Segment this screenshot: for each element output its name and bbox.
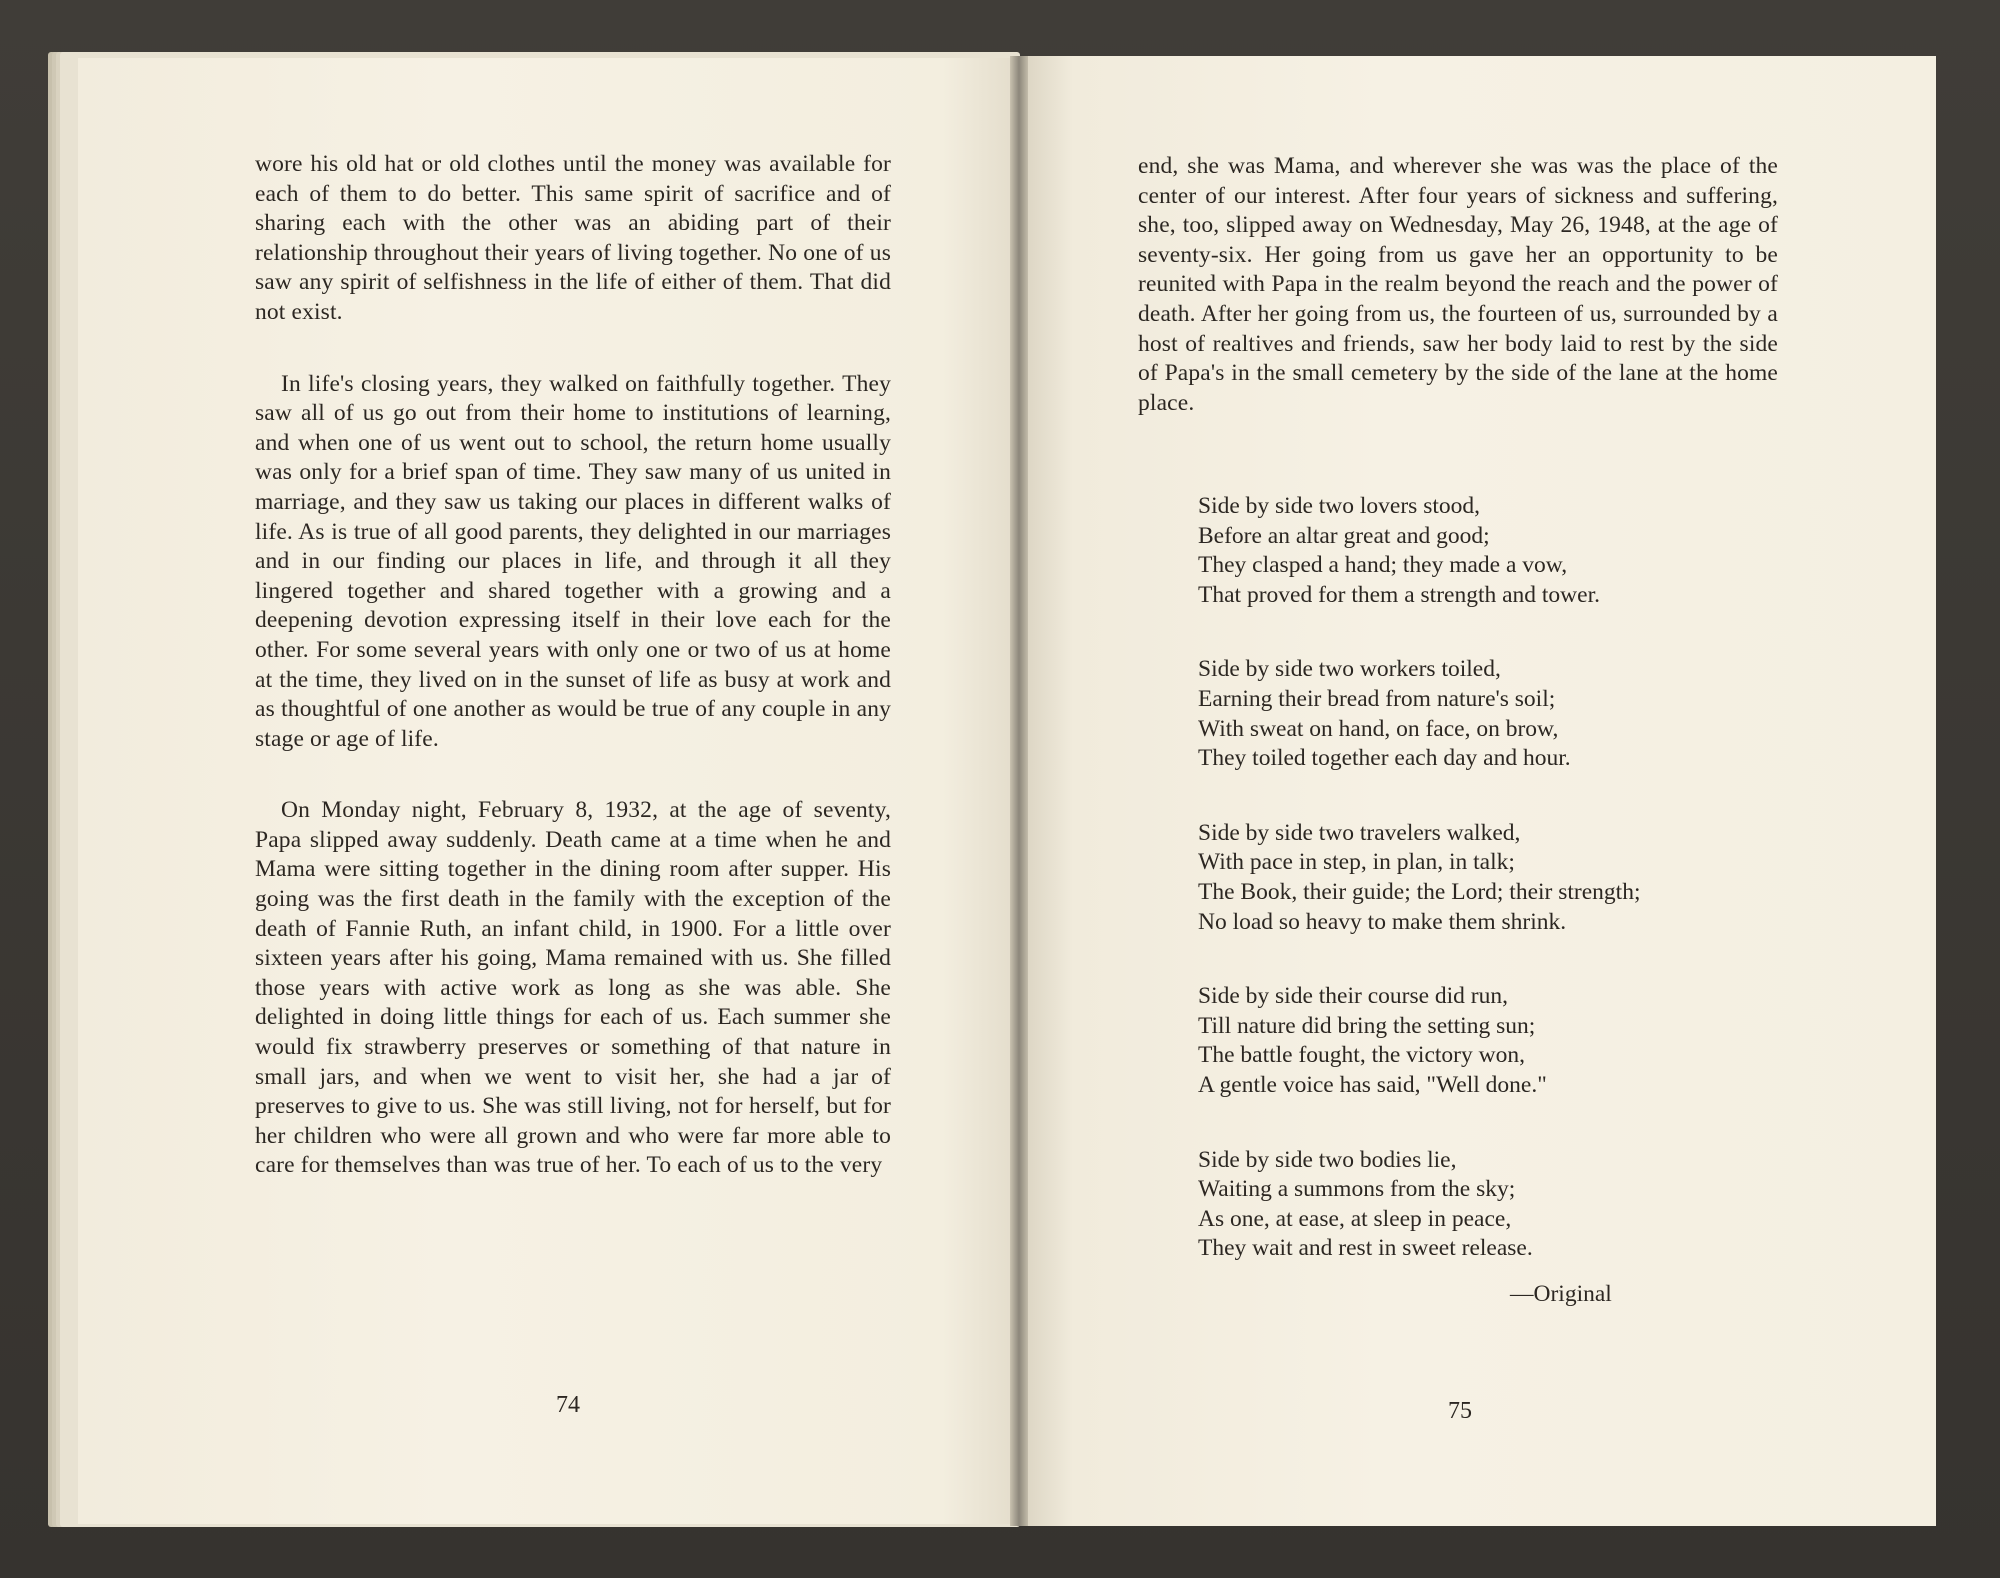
poem-line: Before an altar great and good;: [1198, 522, 1490, 549]
left-paragraph-1: wore his old hat or old clothes until the money was available for each of them to do better. This same spirit of sacrifice and of sharing each with the other was an abiding part of their relationship throughout their years of living together. No one of us saw any spirit of selfishness in the life of either of them. That did not exist.: [255, 151, 891, 325]
poem-stanza-3: [1198, 819, 1758, 937]
poem-line: Side by side two workers toiled,: [1198, 656, 1501, 683]
right-page-text: [1138, 152, 1778, 418]
poem-line: Side by side two lovers stood,: [1198, 493, 1480, 519]
poem-line: No load so heavy to make them shrink.: [1198, 908, 1567, 935]
left-paragraph-3: On Monday night, February 8, 1932, at the age of seventy, Papa slipped away suddenly. Death came at a time when he and Mama were sitting together in the dining room after supper. His going was the first death in the family with the exception of the death of Fannie Ruth, an infant child, in 1900. For a little over sixteen years after his going, Mama remained with us. She filled those years with active work as long as she was able. She delighted in doing little things for each of us. Each summer she would fix strawberry preserves or something of that nature in small jars, and when we went to visit her, she had a jar of preserves to give to us. She was still living, not for herself, but for her children who were all grown and who were far more able to care for themselves than was true of her. To each of us to the very: [255, 797, 891, 1179]
left-paragraph-2: In life's closing years, they walked on faithfully together. They saw all of us go out from their home to institutions of learning, and when one of us went out to school, the return home usually was only for a brief span of time. They saw many of us united in marriage, and they saw us taking our places in different walks of life. As is true of all good parents, they delighted in our marriages and in our finding our places in life, and through it all they lingered together and shared together with a growing and a deepening devotion expressing itself in their love each for the other. For some several years with only one or two of us at home at the time, they lived on in the sunset of life as busy at work and as thoughtful of one another as would be true of any couple in any stage or age of life.: [255, 370, 891, 752]
poem-line: They wait and rest in sweet release.: [1198, 1235, 1533, 1262]
poem-line: Waiting a summons from the sky;: [1198, 1176, 1516, 1203]
poem-line: That proved for them a strength and tower.: [1198, 581, 1600, 608]
poem-line: Side by side two travelers walked,: [1198, 819, 1521, 846]
poem-line: They toiled together each day and hour.: [1198, 745, 1571, 772]
right-paragraph: end, she was Mama, and wherever she was was the place of the center of our interest. After four years of sickness and suffering, she, too, slipped away on Wednesday, May 26, 1948, at the age of seventy-six. Her going from us gave her an opportunity to be reunited with Papa in the realm beyond the reach and the power of death. After her going from us, the fourteen of us, surrounded by a host of realtives and friends, saw her body laid to rest by the side of Papa's in the small cemetery by the side of the lane at the home place.: [1138, 153, 1778, 416]
right-page-number: 75: [1448, 1398, 1472, 1424]
poem-attribution: —Original: [1510, 1281, 1612, 1307]
poem-line: Side by side two bodies lie,: [1198, 1146, 1457, 1173]
poem-line: With pace in step, in plan, in talk;: [1198, 849, 1515, 876]
poem-line: A gentle voice has said, "Well done.": [1198, 1071, 1547, 1098]
poem-line: Side by side their course did run,: [1198, 983, 1509, 1010]
poem-stanza-1: [1198, 492, 1758, 610]
poem-stanza-4: [1198, 982, 1758, 1100]
poem-line: Earning their bread from nature's soil;: [1198, 685, 1556, 712]
left-page-text: [255, 150, 891, 1181]
poem-line: As one, at ease, at sleep in peace,: [1198, 1205, 1512, 1232]
book-gutter: [1010, 56, 1028, 1526]
poem-line: The Book, their guide; the Lord; their strength;: [1198, 878, 1641, 905]
poem-line: They clasped a hand; they made a vow,: [1198, 552, 1568, 579]
poem-stanza-5: [1198, 1146, 1758, 1264]
poem-stanza-2: [1198, 655, 1758, 773]
left-page-number: 74: [556, 1392, 580, 1418]
poem-line: Till nature did bring the setting sun;: [1198, 1012, 1536, 1039]
poem-line: The battle fought, the victory won,: [1198, 1042, 1525, 1069]
poem-line: With sweat on hand, on face, on brow,: [1198, 715, 1559, 742]
poem: [1198, 492, 1758, 1309]
